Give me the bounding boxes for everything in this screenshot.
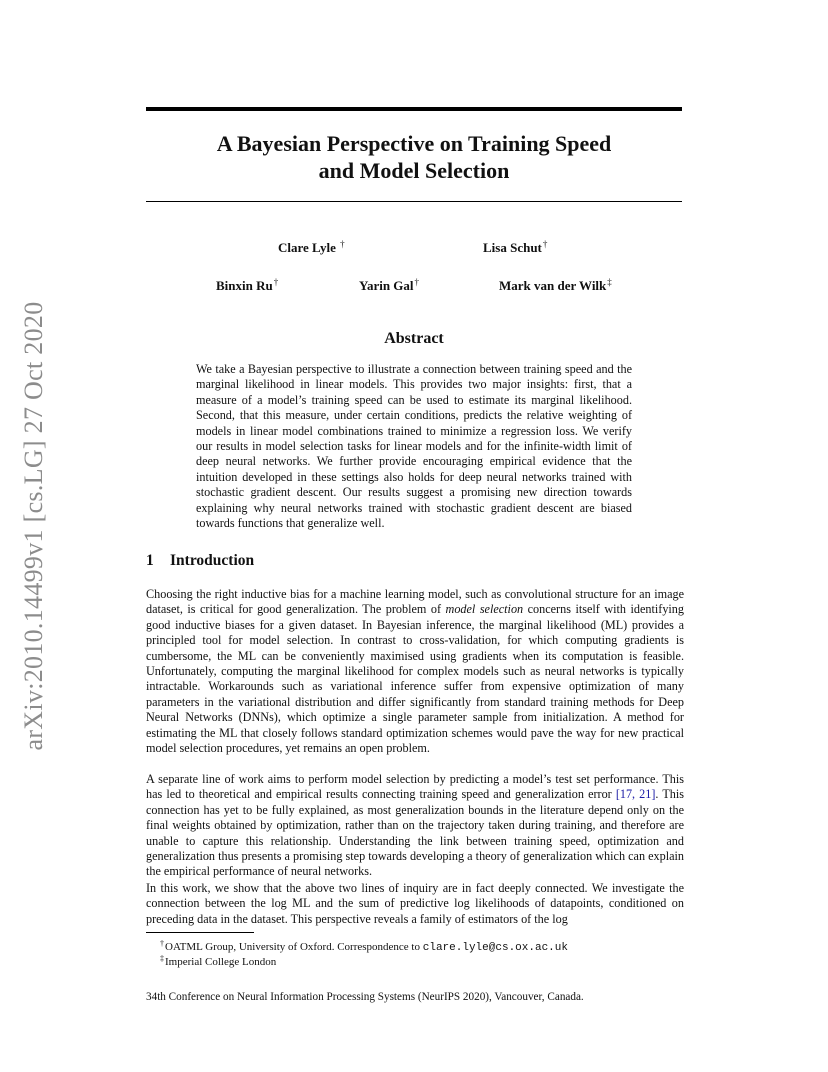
paragraph-text: Choosing the right inductive bias for a machine learning model, such as convolutional structure for an image dataset, is critical for good generalization. The problem of [146,587,684,617]
author-name: Clare Lyle [278,240,336,255]
intro-paragraph-2 [146,772,684,880]
affiliation-mark: † [542,239,548,249]
abstract-heading: Abstract [384,330,444,347]
emphasis-term: model selection [445,602,524,617]
paragraph-text: A separate line of work aims to perform model selection by predicting a model’s test set performance. This has led to theoretical and empirical results connecting training speed and generalization error [146,772,684,802]
paragraph-text: . This connection has yet to be fully explained, as most generalization bounds in the literature depend only on the final weights obtained by optimization, rather than on the trajectory taken during training, and therefore are unable to capture this relationship. Understanding the link between training speed, optimization and generalization thus presents a promising step towards developing a theory of generalization which can explain the empirical performance of neural networks. [146,787,684,879]
section-heading [146,552,254,570]
footnote-text: Imperial College London [165,956,277,968]
title-top-rule [146,107,682,111]
conference-footer: 34th Conference on Neural Information Processing Systems (NeurIPS 2020), Vancouver, Canada. [146,991,584,1003]
affiliation-mark: † [273,277,279,287]
footnote-mark: ‡ [160,954,164,963]
footnote-text: OATML Group, University of Oxford. Correspondence to [165,941,423,953]
affiliation-mark: † [414,277,420,287]
footnote-mark: † [160,939,164,948]
author-name: Yarin Gal [359,278,414,293]
intro-paragraph-1 [146,587,684,756]
author-yarin-gal [359,277,419,294]
arxiv-identifier: arXiv:2010.14499v1 [cs.LG] 27 Oct 2020 [19,301,48,751]
footnote-rule [146,932,254,933]
paper-title [146,130,682,184]
footnote-2 [160,952,276,969]
author-clare-lyle [278,239,345,256]
author-lisa-schut [483,239,547,256]
author-mark-van-der-wilk [499,277,612,294]
affiliation-mark: † [340,239,345,249]
affiliation-mark: ‡ [607,277,612,287]
title-line-1: A Bayesian Perspective on Training Speed [216,131,612,156]
section-number: 1 [146,552,154,569]
title-line-2: and Model Selection [318,158,510,183]
section-title: Introduction [170,552,255,569]
author-name: Mark van der Wilk [499,278,607,293]
author-name: Lisa Schut [483,240,542,255]
abstract-text: We take a Bayesian perspective to illustrate a connection between training speed and the marginal likelihood in linear models. This provides two major insights: first, that a measure of a model’s training speed can be used to estimate its marginal likelihood. Second, that this measure, under certain conditions, predicts the relative weighting of models in linear model combinations trained to minimize a regression loss. We verify our results in model selection tasks for linear models and for the infinite-width limit of deep neural networks. We further provide encouraging empirical evidence that the intuition developed in these settings also holds for deep neural networks trained with stochastic gradient descent. Our results suggest a promising new direction towards explaining why neural networks trained with stochastic gradient descent are biased towards functions that generalize well. [196,362,632,531]
title-bottom-rule [146,201,682,202]
author-binxin-ru [216,277,278,294]
author-name: Binxin Ru [216,278,273,293]
citation-link[interactable]: [17, 21] [615,787,656,802]
paragraph-text: concerns itself with identifying good inductive biases for a given dataset. In Bayesian inference, the marginal likelihood (ML) provides a principled tool for model selection. In contrast to cross-validation, for which computing gradients is cumbersome, the ML can be conveniently maximised using gradients when its computation is feasible. Unfortunately, computing the marginal likelihood for complex models such as neural networks is typically intractable. Workarounds such as variational inference suffer from expensive optimization of many parameters in the variational distribution and differ significantly from standard training methods for Deep Neural Networks (DNNs), which optimize a single parameter sample from initialization. A method for estimating the ML that closely follows standard optimization schemes would pave the way for new practical model selection procedures, yet remains an open problem. [146,602,684,756]
intro-paragraph-3: In this work, we show that the above two lines of inquiry are in fact deeply connected. We investigate the connection between the log ML and the sum of predictive log likelihoods of datapoints, conditioned on preceding data in the dataset. This perspective reveals a family of estimators of the log [146,881,684,926]
contact-email[interactable]: clare.lyle@cs.ox.ac.uk [422,942,568,954]
